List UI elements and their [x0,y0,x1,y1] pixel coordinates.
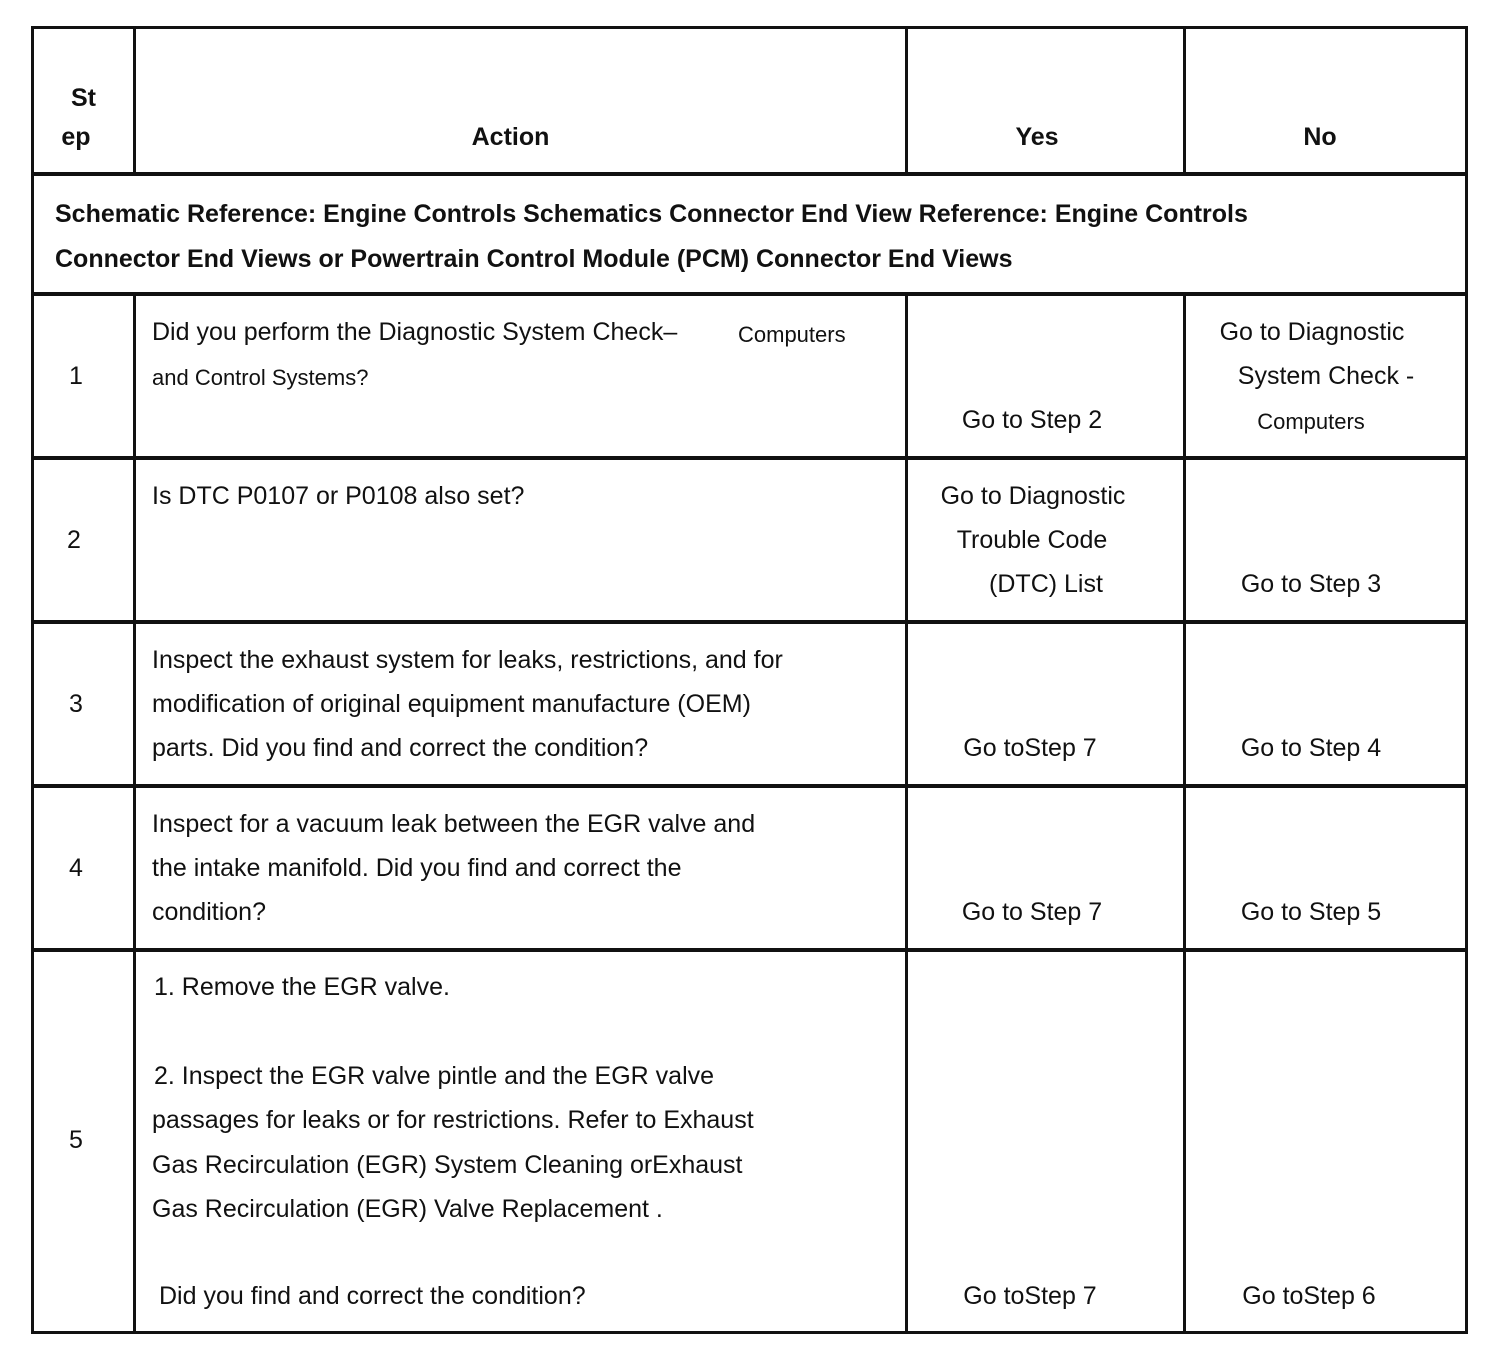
row-divider [31,456,1468,460]
header-action: Action [471,123,550,151]
action-text: Gas Recirculation (EGR) Valve Replacement . [152,1195,663,1223]
action-text: passages for leaks or for restrictions. Refer to Exhaust [152,1106,754,1134]
action-text: condition? [152,898,266,926]
yes-text: Go toStep 7 [963,734,1097,762]
step-number: 1 [69,362,83,390]
action-text: Did you find and correct the condition? [159,1282,586,1310]
row-divider [31,784,1468,788]
action-text: the intake manifold. Did you find and correct the [152,854,682,882]
action-text: Computers [738,322,846,347]
no-text: Go to Step 4 [1240,734,1382,762]
action-text: modification of original equipment manufacture (OEM) [152,690,751,718]
no-text: Go to Step 3 [1240,570,1382,598]
no-text: Go to Step 5 [1240,898,1382,926]
no-text: Go toStep 6 [1242,1282,1376,1310]
schematic-reference-line2: Connector End Views or Powertrain Control Module (PCM) Connector End Views [55,245,1013,273]
no-text: System Check - [1237,362,1415,390]
action-text: Inspect for a vacuum leak between the EGR valve and [152,810,756,838]
action-text: Is DTC P0107 or P0108 also set? [152,482,525,510]
action-text: Inspect the exhaust system for leaks, restrictions, and for [152,646,783,674]
header-step-line1: St [71,84,96,112]
table-border-top [31,26,1468,29]
table-border-right [1465,26,1468,1334]
action-text: 2. Inspect the EGR valve pintle and the EGR valve [154,1062,715,1090]
step-number: 4 [69,854,83,882]
yes-text: Go to Step 2 [961,406,1103,434]
yes-text: (DTC) List [989,570,1103,598]
row-divider [31,620,1468,624]
header-no: No [1303,123,1337,151]
action-text: Did you perform the Diagnostic System Check– [152,318,678,346]
step-number: 3 [69,690,83,718]
column-divider-action [905,294,908,1334]
column-divider-step [133,294,136,1334]
no-text: Go to Diagnostic [1219,318,1405,346]
action-text: parts. Did you find and correct the condition? [152,734,649,762]
diagnostic-table [31,26,1468,1334]
header-step-line2: ep [61,123,91,151]
header-divider [31,172,1468,176]
step-number: 2 [67,526,81,554]
column-divider-yes [1183,294,1186,1334]
row-divider [31,948,1468,952]
reference-divider [31,292,1468,296]
yes-text: Go toStep 7 [963,1282,1097,1310]
header-yes: Yes [1015,123,1059,151]
step-number: 5 [69,1126,83,1154]
action-text: Gas Recirculation (EGR) System Cleaning orExhaust [152,1151,743,1179]
no-text: Computers [1257,409,1365,434]
action-text: and Control Systems? [152,365,369,390]
yes-text: Go to Diagnostic [940,482,1126,510]
table-border-bottom [31,1331,1468,1334]
yes-text: Go to Step 7 [961,898,1103,926]
schematic-reference-line1: Schematic Reference: Engine Controls Schematics Connector End View Reference: Engine Controls [55,200,1248,228]
action-text: 1. Remove the EGR valve. [154,973,450,1001]
yes-text: Trouble Code [956,526,1108,554]
